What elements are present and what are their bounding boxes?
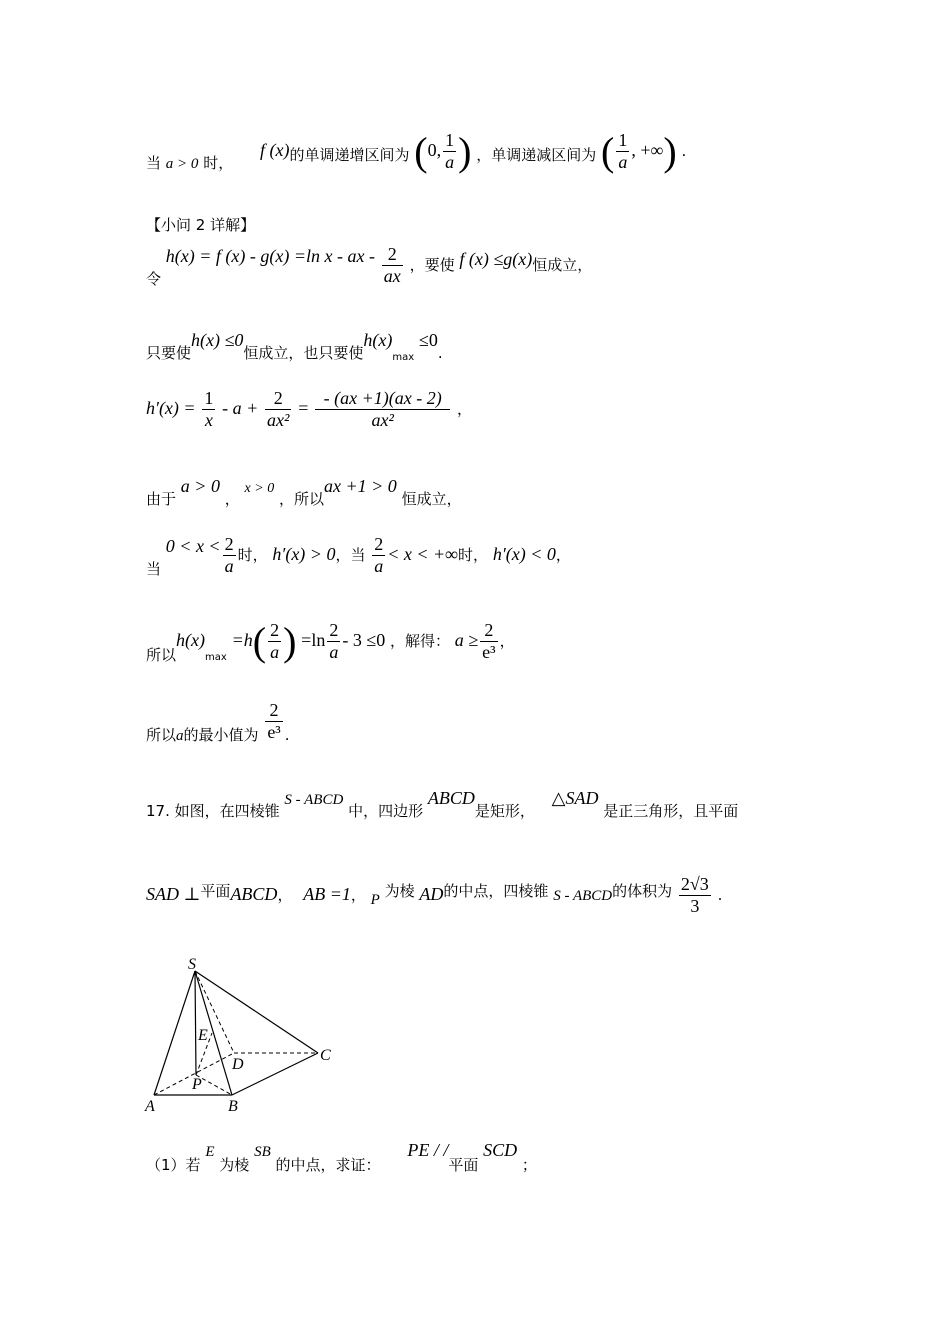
label-S: S [188,956,196,973]
edge-SP [195,971,196,1075]
text: 17. 如图，在四棱锥 [146,802,280,820]
math: =h [231,630,253,650]
math: h(x) [363,330,393,350]
numerator: - (ax +1)(ax - 2) [323,388,442,408]
paren-left: ( [252,619,267,664]
fraction [372,534,385,577]
paren-right: ) [283,619,297,664]
fraction [265,700,282,743]
math: =ln [301,630,326,650]
text: ； [521,1156,537,1174]
denominator: ax² [315,409,450,431]
math: ax +1 > 0 [324,476,397,496]
math: ABCD [230,884,278,904]
denominator: a [224,556,234,576]
numerator: 2√3 [680,874,709,894]
math: h(x) = f (x) - g(x) =ln x - ax - [165,246,375,266]
denominator: a [618,152,628,172]
numerator: 2 [270,620,280,640]
heading-text: 【小问 2 详解】 [146,216,256,234]
text: 平面 [448,1156,479,1174]
math: E [205,1144,215,1160]
paren-left: ( [601,129,615,174]
max-value-line [146,618,515,665]
math: f (x) [260,140,290,160]
denominator: ax² [267,410,290,430]
text: 的体积为 [612,882,673,900]
subscript: max [392,352,415,363]
denominator: a [374,556,384,576]
numerator: 2 [484,620,494,640]
math: S - ABCD [553,888,613,904]
fraction [480,620,497,663]
fraction [202,388,215,431]
math: SAD ⊥ [146,884,201,904]
math: x > 0 [244,481,275,496]
text: 的中点，求证： [275,1156,381,1174]
paren-left: ( [414,129,428,174]
label-B: B [228,1098,238,1115]
math: AB =1 [303,884,351,904]
math: ≤0 [418,330,438,350]
text: 是正三角形，且平面 [603,802,739,820]
text: 为棱 [219,1156,250,1174]
math: h′(x) < 0 [492,544,556,564]
math: h(x) ≤0 [191,330,244,350]
numerator: 2 [224,534,234,554]
denominator: a [329,642,339,662]
sign-analysis-line [146,534,571,579]
edge-BC [232,1053,318,1095]
math: f (x) ≤g(x) [459,249,533,269]
text: ，要使 [409,256,455,274]
fraction [327,620,340,663]
numerator: 1 [618,130,628,150]
question-17-line-1 [146,788,738,821]
text: （1）若 [146,1156,201,1174]
math: , +∞ [631,140,664,160]
text: 只要使 [146,344,192,362]
label-A: A [145,1098,155,1115]
numerator: 2 [329,620,339,640]
fraction [268,620,281,663]
math: = [298,398,309,418]
text: ， [456,400,472,418]
part-1-line [146,1140,537,1175]
text: ， [277,886,293,904]
fraction [223,534,236,577]
math: a > 0 [180,476,220,496]
edge-SA [154,971,195,1095]
denominator: e³ [482,642,496,662]
monotonic-interval-line [146,128,686,175]
fraction [265,388,291,431]
since-line [146,476,462,509]
denominator: a [270,642,280,662]
text: ，解得： [389,632,450,650]
math: AD [419,884,444,904]
text: ， [224,490,240,508]
math: △SAD [551,788,599,808]
math: h′(x) > 0 [272,544,336,564]
condition-line [146,330,443,363]
math: - a + [222,398,259,418]
text: 时， [203,154,234,172]
subscript: max [205,652,227,663]
text: 当 [146,154,162,172]
numerator: 2 [374,534,384,554]
text: 恒成立， [532,256,593,274]
derivative-line [146,388,472,431]
numerator: 1 [445,130,455,150]
edge-SC [195,971,318,1053]
math: SCD [483,1140,518,1160]
text: . [284,726,290,744]
text: 中，四边形 [348,802,424,820]
text: ，单调递减区间为 [476,146,597,164]
question-17-line-2 [146,874,722,917]
text: 由于 [146,490,177,508]
paren-right: ) [663,129,677,174]
text: ，当 [335,546,366,564]
text: ，所以 [278,490,324,508]
text: . [681,142,687,160]
text: 是矩形， [474,802,535,820]
numerator: 2 [273,388,283,408]
text: ， [350,886,366,904]
math: 0, [427,140,442,160]
text: 所以 [146,726,177,744]
label-D: D [232,1056,244,1073]
min-value-line [146,700,289,745]
text: 所以 [146,646,177,664]
subquestion-2-heading [146,214,255,235]
math: P [370,892,380,908]
math: PE / / [407,1140,449,1160]
text: 当 [146,560,162,578]
label-C: C [320,1047,331,1064]
text: 恒成立， [401,490,462,508]
text: ， [555,546,571,564]
text: 的最小值为 [183,726,259,744]
fraction [679,874,711,917]
text: 为棱 [384,882,415,900]
fraction [616,130,629,173]
paren-right: ) [458,129,472,174]
text: 时， [237,546,268,564]
math: a ≥ [454,630,479,650]
pyramid-figure [140,955,340,1117]
fraction [382,244,403,287]
math: - 3 ≤0 [342,630,386,650]
text: . [437,344,443,362]
math: < x < +∞ [387,544,459,564]
math: 0 < x < [165,536,221,556]
denominator: a [445,152,455,172]
text: 时， [458,546,489,564]
fraction [315,388,450,431]
text: 平面 [200,882,231,900]
math: h(x) [176,630,205,650]
numerator: 2 [269,700,279,720]
text: 令 [146,270,162,288]
text: 的中点，四棱锥 [443,882,549,900]
define-h-line [146,244,592,289]
math: SB [254,1144,271,1160]
denominator: x [202,409,215,431]
text: 的单调递增区间为 [289,146,410,164]
math: h′(x) = [146,398,196,418]
label-P: P [192,1076,202,1093]
fraction [443,130,456,173]
label-E: E [198,1027,208,1044]
math: ABCD [427,788,475,808]
denominator: ax [383,266,401,286]
text: ， [499,632,515,650]
text: 恒成立，也只要使 [243,344,364,362]
math: a [176,728,184,744]
numerator: 2 [387,244,397,264]
text: . [717,886,723,904]
denominator: e³ [267,722,281,742]
numerator: 1 [204,388,214,408]
denominator: 3 [679,895,711,917]
math: S - ABCD [284,792,344,808]
math: a > 0 [165,156,199,172]
